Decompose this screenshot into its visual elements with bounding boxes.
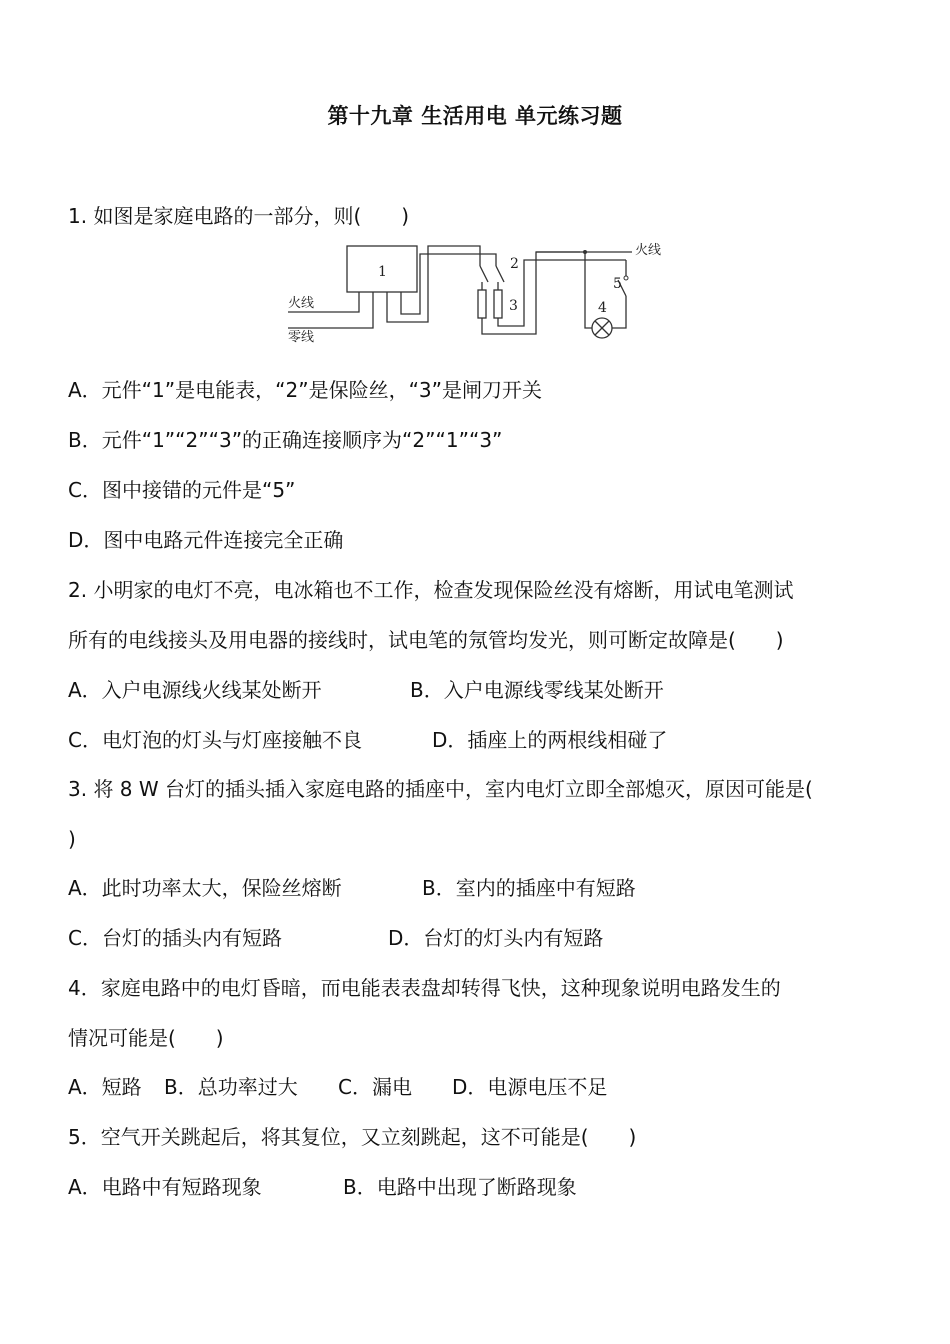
q5-option-b: B．电路中出现了断路现象 bbox=[343, 1175, 577, 1199]
question-2-stem-line1: 2. 小明家的电灯不亮，电冰箱也不工作，检查发现保险丝没有熔断，用试电笔测试 bbox=[68, 578, 794, 602]
label-neutral-left: 零线 bbox=[288, 330, 315, 345]
question-5-stem: 5．空气开关跳起后，将其复位，又立刻跳起，这不可能是( ) bbox=[68, 1125, 637, 1149]
label-2: 2 bbox=[510, 256, 519, 272]
question-4-stem-line2: 情况可能是( ) bbox=[68, 1026, 224, 1050]
q1-option-d: D．图中电路元件连接完全正确 bbox=[68, 528, 344, 552]
q2-option-c: C．电灯泡的灯头与灯座接触不良 bbox=[68, 728, 362, 752]
label-5: 5 bbox=[613, 276, 622, 292]
q5-option-a: A．电路中有短路现象 bbox=[68, 1175, 262, 1199]
q4-option-b: B．总功率过大 bbox=[164, 1075, 298, 1099]
q1-option-b: B．元件“1”“2”“3”的正确连接顺序为“2”“1”“3” bbox=[68, 428, 503, 452]
q3-option-b: B．室内的插座中有短路 bbox=[422, 876, 636, 900]
label-live-left: 火线 bbox=[288, 296, 315, 311]
question-1-stem: 1. 如图是家庭电路的一部分，则( ) bbox=[68, 204, 410, 228]
label-4: 4 bbox=[598, 300, 607, 316]
q1-option-c: C．图中接错的元件是“5” bbox=[68, 478, 296, 502]
q3-option-c: C．台灯的插头内有短路 bbox=[68, 926, 282, 950]
q2-option-a: A．入户电源线火线某处断开 bbox=[68, 678, 322, 702]
question-3-stem-line1: 3. 将 8 W 台灯的插头插入家庭电路的插座中，室内电灯立即全部熄灭，原因可能是( bbox=[68, 777, 813, 801]
q4-option-c: C．漏电 bbox=[338, 1075, 412, 1099]
q2-option-b: B．入户电源线零线某处断开 bbox=[410, 678, 664, 702]
label-3: 3 bbox=[509, 298, 518, 314]
page-title: 第十九章 生活用电 单元练习题 bbox=[327, 104, 623, 128]
q4-option-a: A．短路 bbox=[68, 1075, 142, 1099]
q1-option-a: A．元件“1”是电能表，“2”是保险丝，“3”是闸刀开关 bbox=[68, 378, 543, 402]
question-4-stem-line1: 4．家庭电路中的电灯昏暗，而电能表表盘却转得飞快，这种现象说明电路发生的 bbox=[68, 976, 781, 1000]
question-3-stem-line2: ) bbox=[68, 827, 76, 851]
q2-option-d: D．插座上的两根线相碰了 bbox=[432, 728, 668, 752]
q3-option-d: D．台灯的灯头内有短路 bbox=[388, 926, 604, 950]
q4-option-d: D．电源电压不足 bbox=[452, 1075, 608, 1099]
circuit-diagram bbox=[280, 238, 670, 350]
label-1: 1 bbox=[378, 264, 387, 280]
question-2-stem-line2: 所有的电线接头及用电器的接线时，试电笔的氖管均发光，则可断定故障是( ) bbox=[68, 628, 784, 652]
label-live-right: 火线 bbox=[635, 243, 662, 258]
q3-option-a: A．此时功率太大，保险丝熔断 bbox=[68, 876, 342, 900]
